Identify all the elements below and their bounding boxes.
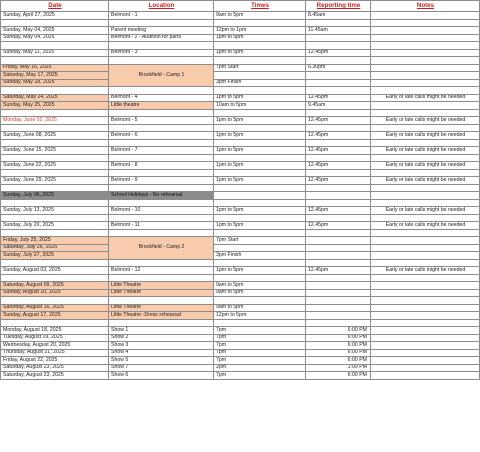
cell-reporting[interactable]: 12.45pm (306, 207, 371, 215)
cell-date[interactable]: Sunday, May 04, 2025 (1, 34, 109, 42)
cell-times[interactable]: 1pm to 5pm (214, 177, 306, 185)
cell-notes[interactable] (371, 34, 480, 42)
table-row (1, 109, 480, 117)
cell-notes[interactable] (371, 244, 480, 252)
cell-date[interactable]: Saturday, May 17, 2025 (1, 72, 109, 80)
cell-reporting[interactable]: 11.45am (306, 27, 371, 35)
cell-notes[interactable]: Early or late calls might be needed (371, 147, 480, 155)
cell-date[interactable]: Sunday, May 18, 2025 (1, 79, 109, 87)
header-row (1, 1, 480, 12)
table-row (1, 237, 480, 245)
cell-notes[interactable] (371, 192, 480, 200)
table-row (1, 154, 480, 162)
cell-location[interactable] (109, 139, 214, 147)
cell-date[interactable] (1, 109, 109, 117)
table-row (1, 139, 480, 147)
cell-times[interactable]: 9am to 5pm (214, 12, 306, 20)
cell-reporting[interactable]: 6:00 PM (306, 372, 371, 380)
cell-reporting[interactable] (306, 34, 371, 42)
cell-reporting[interactable]: 6:00 PM (306, 327, 371, 335)
cell-date[interactable] (1, 19, 109, 27)
cell-reporting[interactable] (306, 319, 371, 327)
cell-times[interactable] (214, 42, 306, 50)
cell-reporting[interactable]: 12.45pm (306, 94, 371, 102)
cell-date[interactable]: Friday, May 16, 2025 (1, 64, 109, 72)
table-row (1, 34, 480, 42)
cell-date[interactable]: Tuesday, August 19, 2025 (1, 334, 109, 342)
cell-reporting[interactable] (306, 192, 371, 200)
cell-notes[interactable] (371, 57, 480, 65)
cell-location[interactable]: Little Theatre -Dress rehearsal (109, 312, 214, 320)
cell-notes[interactable] (371, 87, 480, 95)
cell-notes[interactable] (371, 184, 480, 192)
cell-times[interactable]: 12pm to 5pm (214, 312, 306, 320)
cell-notes[interactable] (371, 312, 480, 320)
cell-notes[interactable] (371, 349, 480, 357)
cell-times[interactable] (214, 169, 306, 177)
cell-reporting[interactable]: 12.45pm (306, 267, 371, 275)
cell-reporting[interactable] (306, 87, 371, 95)
cell-times[interactable] (214, 274, 306, 282)
cell-location[interactable]: Little Theatre (109, 282, 214, 290)
cell-notes[interactable] (371, 12, 480, 20)
cell-date[interactable]: Wednesday, August 20, 2025 (1, 342, 109, 350)
cell-times[interactable]: 1pm to 5pm (214, 147, 306, 155)
cell-times[interactable]: 3pm Finish (214, 252, 306, 260)
cell-location[interactable]: Belmont - 12 (109, 267, 214, 275)
cell-notes[interactable] (371, 154, 480, 162)
cell-times[interactable] (214, 229, 306, 237)
cell-times[interactable]: 9am to 5pm (214, 289, 306, 297)
cell-times[interactable]: 7pm (214, 342, 306, 350)
cell-location[interactable]: Belmont - 2 - Audition for parts (109, 34, 214, 42)
cell-location[interactable]: Show 1 (109, 327, 214, 335)
cell-location[interactable] (109, 87, 214, 95)
cell-times[interactable] (214, 259, 306, 267)
cell-location[interactable] (109, 297, 214, 305)
table-row (1, 169, 480, 177)
cell-reporting[interactable]: 6.30pm (306, 64, 371, 72)
cell-reporting[interactable] (306, 304, 371, 312)
cell-reporting[interactable] (306, 19, 371, 27)
cell-notes[interactable] (371, 102, 480, 110)
cell-date[interactable]: Sunday, July 13, 2025 (1, 207, 109, 215)
cell-notes[interactable] (371, 49, 480, 57)
table-row (1, 282, 480, 290)
cell-location[interactable] (109, 42, 214, 50)
table-row (1, 72, 480, 80)
cell-date[interactable]: Saturday, May 24, 2025 (1, 94, 109, 102)
cell-date[interactable] (1, 297, 109, 305)
cell-notes[interactable] (371, 199, 480, 207)
table-row (1, 162, 480, 170)
cell-notes[interactable]: Early or late calls might be needed (371, 94, 480, 102)
cell-times[interactable]: 1pm to 5pm (214, 267, 306, 275)
cell-times[interactable]: 7pm (214, 327, 306, 335)
cell-reporting[interactable] (306, 229, 371, 237)
table-row (1, 349, 480, 357)
cell-reporting[interactable]: 12.45pm (306, 222, 371, 230)
cell-times[interactable] (214, 124, 306, 132)
table-row (1, 184, 480, 192)
cell-notes[interactable]: Early or late calls might be needed (371, 207, 480, 215)
cell-reporting[interactable] (306, 274, 371, 282)
cell-notes[interactable] (371, 364, 480, 372)
table-row (1, 42, 480, 50)
cell-notes[interactable]: Early or late calls might be needed (371, 267, 480, 275)
cell-reporting[interactable]: 6:00 PM (306, 349, 371, 357)
cell-date[interactable]: Sunday, June 29, 2025 (1, 177, 109, 185)
cell-reporting[interactable]: 8.45am (306, 12, 371, 20)
cell-date[interactable]: Saturday, July 26, 2025 (1, 244, 109, 252)
cell-times[interactable]: 1pm to 5pm (214, 34, 306, 42)
cell-location[interactable]: Brookfield - Camp 1 (109, 64, 214, 87)
cell-times[interactable]: 3pm Finish (214, 79, 306, 87)
cell-location[interactable]: Little theatre (109, 102, 214, 110)
cell-date[interactable] (1, 42, 109, 50)
table-row (1, 207, 480, 215)
cell-date[interactable] (1, 87, 109, 95)
header-reporting-time[interactable]: Reporting time (306, 1, 371, 12)
cell-times[interactable] (214, 184, 306, 192)
cell-date[interactable] (1, 259, 109, 267)
cell-notes[interactable] (371, 79, 480, 87)
table-row (1, 319, 480, 327)
cell-reporting[interactable]: 6:00 PM (306, 334, 371, 342)
table-row (1, 147, 480, 155)
cell-notes[interactable] (371, 289, 480, 297)
cell-times[interactable] (214, 319, 306, 327)
cell-date[interactable] (1, 319, 109, 327)
cell-times[interactable]: 1pm to 5pm (214, 207, 306, 215)
cell-reporting[interactable] (306, 252, 371, 260)
cell-location[interactable] (109, 57, 214, 65)
cell-times[interactable] (214, 87, 306, 95)
cell-reporting[interactable]: 6:00 PM (306, 357, 371, 365)
cell-date[interactable] (1, 214, 109, 222)
table-row (1, 199, 480, 207)
cell-notes[interactable]: Early or late calls might be needed (371, 162, 480, 170)
cell-times[interactable]: 7pm (214, 334, 306, 342)
cell-location[interactable] (109, 19, 214, 27)
table-row (1, 192, 480, 200)
cell-location[interactable]: Belmont - 10 (109, 207, 214, 215)
cell-date[interactable]: Sunday, June 22, 2025 (1, 162, 109, 170)
cell-reporting[interactable]: 12.45pm (306, 117, 371, 125)
cell-notes[interactable] (371, 342, 480, 350)
table-row (1, 79, 480, 87)
cell-times[interactable]: 1pm to 5pm (214, 222, 306, 230)
cell-times[interactable]: 1pm to 5pm (214, 162, 306, 170)
cell-times[interactable]: 1pm to 5pm (214, 132, 306, 140)
cell-location[interactable] (109, 199, 214, 207)
cell-location[interactable]: Belmont - 4 (109, 94, 214, 102)
cell-location[interactable]: Little Theatre (109, 304, 214, 312)
cell-location[interactable] (109, 154, 214, 162)
table-row (1, 357, 480, 365)
cell-notes[interactable] (371, 334, 480, 342)
cell-times[interactable] (214, 139, 306, 147)
cell-location[interactable]: Belmont - 11 (109, 222, 214, 230)
cell-notes[interactable] (371, 319, 480, 327)
cell-location[interactable]: Show 2 (109, 334, 214, 342)
table-row (1, 252, 480, 260)
table-row (1, 364, 480, 372)
cell-notes[interactable] (371, 169, 480, 177)
table-row (1, 19, 480, 27)
table-row (1, 87, 480, 95)
table-row (1, 267, 480, 275)
cell-location[interactable] (109, 124, 214, 132)
cell-times[interactable] (214, 57, 306, 65)
cell-date[interactable] (1, 274, 109, 282)
cell-notes[interactable] (371, 252, 480, 260)
cell-reporting[interactable]: 12.45pm (306, 177, 371, 185)
cell-reporting[interactable] (306, 184, 371, 192)
cell-times[interactable] (214, 19, 306, 27)
cell-notes[interactable] (371, 304, 480, 312)
cell-reporting[interactable] (306, 42, 371, 50)
cell-date[interactable] (1, 139, 109, 147)
cell-reporting[interactable]: 12.45pm (306, 132, 371, 140)
cell-date[interactable]: Monday, June 02, 2025 (1, 117, 109, 125)
cell-times[interactable] (214, 192, 306, 200)
cell-date[interactable]: Thursday, August 21, 2025 (1, 349, 109, 357)
table-row (1, 372, 480, 380)
cell-date[interactable] (1, 154, 109, 162)
cell-reporting[interactable] (306, 199, 371, 207)
cell-reporting[interactable]: 6:00 PM (306, 342, 371, 350)
table-row (1, 57, 480, 65)
header-times[interactable]: Times (214, 1, 306, 12)
cell-date[interactable]: Sunday, July 20, 2025 (1, 222, 109, 230)
cell-date[interactable] (1, 124, 109, 132)
cell-reporting[interactable] (306, 57, 371, 65)
cell-times[interactable]: 7pm (214, 349, 306, 357)
cell-location[interactable]: Belmont - 5 (109, 117, 214, 125)
cell-reporting[interactable] (306, 297, 371, 305)
cell-times[interactable] (214, 154, 306, 162)
cell-times[interactable]: 7pm (214, 357, 306, 365)
cell-notes[interactable] (371, 72, 480, 80)
table-row (1, 12, 480, 20)
cell-location[interactable]: Parent meeting (109, 27, 214, 35)
header-date[interactable]: Date (1, 1, 109, 12)
cell-notes[interactable] (371, 214, 480, 222)
cell-date[interactable]: Sunday, July 06, 2025 (1, 192, 109, 200)
cell-times[interactable]: 1pm to 5pm (214, 117, 306, 125)
cell-reporting[interactable]: 12.45pm (306, 147, 371, 155)
cell-notes[interactable] (371, 42, 480, 50)
cell-location[interactable]: Show 4 (109, 349, 214, 357)
cell-date[interactable]: Sunday, May 25, 2025 (1, 102, 109, 110)
cell-date[interactable]: Sunday, August 03, 2025 (1, 267, 109, 275)
cell-location[interactable]: School Holidays - No rehearsal (109, 192, 214, 200)
cell-location[interactable]: Show 6 (109, 372, 214, 380)
table-row (1, 244, 480, 252)
cell-times[interactable] (214, 244, 306, 252)
cell-reporting[interactable] (306, 139, 371, 147)
cell-date[interactable]: Friday, August 22, 2025 (1, 357, 109, 365)
cell-reporting[interactable]: 12.45pm (306, 162, 371, 170)
cell-date[interactable]: Monday, August 18, 2025 (1, 327, 109, 335)
cell-date[interactable]: Sunday, April 27, 2025 (1, 12, 109, 20)
cell-reporting[interactable] (306, 282, 371, 290)
cell-notes[interactable]: Early or late calls might be needed (371, 132, 480, 140)
cell-times[interactable]: 12pm to 1pm (214, 27, 306, 35)
cell-notes[interactable] (371, 372, 480, 380)
cell-date[interactable]: Sunday, June 15, 2025 (1, 147, 109, 155)
table-row (1, 312, 480, 320)
cell-reporting[interactable] (306, 312, 371, 320)
cell-times[interactable]: 9am to 5pm (214, 282, 306, 290)
cell-notes[interactable] (371, 327, 480, 335)
table-row (1, 214, 480, 222)
table-row (1, 102, 480, 110)
cell-notes[interactable]: Early or late calls might be needed (371, 222, 480, 230)
cell-times[interactable] (214, 199, 306, 207)
table-row (1, 327, 480, 335)
cell-reporting[interactable] (306, 237, 371, 245)
cell-location[interactable] (109, 214, 214, 222)
table-row (1, 177, 480, 185)
cell-notes[interactable] (371, 274, 480, 282)
cell-reporting[interactable] (306, 109, 371, 117)
cell-times[interactable]: 2pm (214, 364, 306, 372)
header-notes[interactable]: Notes (371, 1, 480, 12)
cell-times[interactable]: 7pm Start (214, 237, 306, 245)
cell-location[interactable] (109, 229, 214, 237)
table-row (1, 342, 480, 350)
cell-times[interactable]: 1pm to 5pm (214, 49, 306, 57)
cell-location[interactable]: Belmont - 6 (109, 132, 214, 140)
cell-location[interactable] (109, 259, 214, 267)
cell-location[interactable] (109, 274, 214, 282)
cell-date[interactable]: Sunday, August 10, 2025 (1, 289, 109, 297)
cell-date[interactable]: Sunday, May 11, 2025 (1, 49, 109, 57)
cell-location[interactable] (109, 184, 214, 192)
cell-reporting[interactable] (306, 244, 371, 252)
cell-times[interactable] (214, 214, 306, 222)
header-location[interactable]: Location (109, 1, 214, 12)
table-row (1, 117, 480, 125)
cell-date[interactable] (1, 199, 109, 207)
cell-times[interactable]: 9am to 5pm (214, 304, 306, 312)
cell-date[interactable] (1, 184, 109, 192)
cell-date[interactable] (1, 169, 109, 177)
cell-location[interactable] (109, 109, 214, 117)
table-row (1, 132, 480, 140)
cell-notes[interactable] (371, 109, 480, 117)
cell-reporting[interactable] (306, 79, 371, 87)
cell-location[interactable]: Show 7 (109, 364, 214, 372)
cell-date[interactable]: Sunday, May 04, 2025 (1, 27, 109, 35)
table-row (1, 229, 480, 237)
cell-date[interactable]: Sunday, June 08, 2025 (1, 132, 109, 140)
cell-times[interactable]: 7pm Start (214, 64, 306, 72)
cell-reporting[interactable] (306, 214, 371, 222)
cell-reporting[interactable]: 9.45am (306, 102, 371, 110)
cell-notes[interactable]: Early or late calls might be needed (371, 117, 480, 125)
table-row (1, 94, 480, 102)
cell-reporting[interactable]: 12.45pm (306, 49, 371, 57)
cell-date[interactable]: Sunday, July 27, 2025 (1, 252, 109, 260)
cell-reporting[interactable] (306, 124, 371, 132)
cell-location[interactable]: Show 3 (109, 342, 214, 350)
cell-notes[interactable] (371, 229, 480, 237)
cell-location[interactable]: Belmont - 3 (109, 49, 214, 57)
cell-notes[interactable] (371, 282, 480, 290)
cell-times[interactable] (214, 72, 306, 80)
cell-location[interactable]: Brookfield - Camp 2 (109, 237, 214, 260)
cell-reporting[interactable] (306, 154, 371, 162)
cell-location[interactable]: Little Theatre (109, 289, 214, 297)
table-row (1, 64, 480, 72)
cell-date[interactable]: Sunday, August 17, 2025 (1, 312, 109, 320)
cell-location[interactable]: Belmont - 8 (109, 162, 214, 170)
cell-reporting[interactable] (306, 259, 371, 267)
table-row (1, 49, 480, 57)
table-row (1, 27, 480, 35)
cell-notes[interactable] (371, 64, 480, 72)
cell-times[interactable] (214, 297, 306, 305)
cell-times[interactable]: 1pm to 5pm (214, 94, 306, 102)
cell-location[interactable]: Show 5 (109, 357, 214, 365)
cell-date[interactable]: Saturday, August 09, 2025 (1, 282, 109, 290)
cell-reporting[interactable] (306, 289, 371, 297)
table-row (1, 304, 480, 312)
table-row (1, 274, 480, 282)
cell-location[interactable]: Belmont - 1 (109, 12, 214, 20)
cell-date[interactable] (1, 229, 109, 237)
table-row (1, 259, 480, 267)
cell-notes[interactable] (371, 124, 480, 132)
cell-location[interactable]: Belmont - 7 (109, 147, 214, 155)
cell-notes[interactable] (371, 259, 480, 267)
cell-location[interactable] (109, 319, 214, 327)
cell-date[interactable]: Saturday, August 16, 2025 (1, 304, 109, 312)
cell-notes[interactable] (371, 27, 480, 35)
cell-reporting[interactable] (306, 72, 371, 80)
cell-times[interactable]: 7pm (214, 372, 306, 380)
table-row (1, 297, 480, 305)
cell-date[interactable]: Friday, July 25, 2025 (1, 237, 109, 245)
cell-notes[interactable] (371, 139, 480, 147)
cell-date[interactable]: Saturday, August 23, 2025 (1, 372, 109, 380)
cell-date[interactable] (1, 57, 109, 65)
cell-notes[interactable] (371, 19, 480, 27)
cell-location[interactable]: Belmont - 9 (109, 177, 214, 185)
cell-notes[interactable] (371, 357, 480, 365)
cell-reporting[interactable]: 1:00 PM (306, 364, 371, 372)
table-row (1, 289, 480, 297)
table-row (1, 222, 480, 230)
cell-notes[interactable] (371, 297, 480, 305)
cell-location[interactable] (109, 169, 214, 177)
cell-date[interactable]: Saturday, August 23, 2025 (1, 364, 109, 372)
cell-reporting[interactable] (306, 169, 371, 177)
cell-notes[interactable] (371, 237, 480, 245)
cell-times[interactable]: 10am to 5pm (214, 102, 306, 110)
table-row (1, 334, 480, 342)
cell-times[interactable] (214, 109, 306, 117)
table-row (1, 124, 480, 132)
cell-notes[interactable]: Early or late calls might be needed (371, 177, 480, 185)
